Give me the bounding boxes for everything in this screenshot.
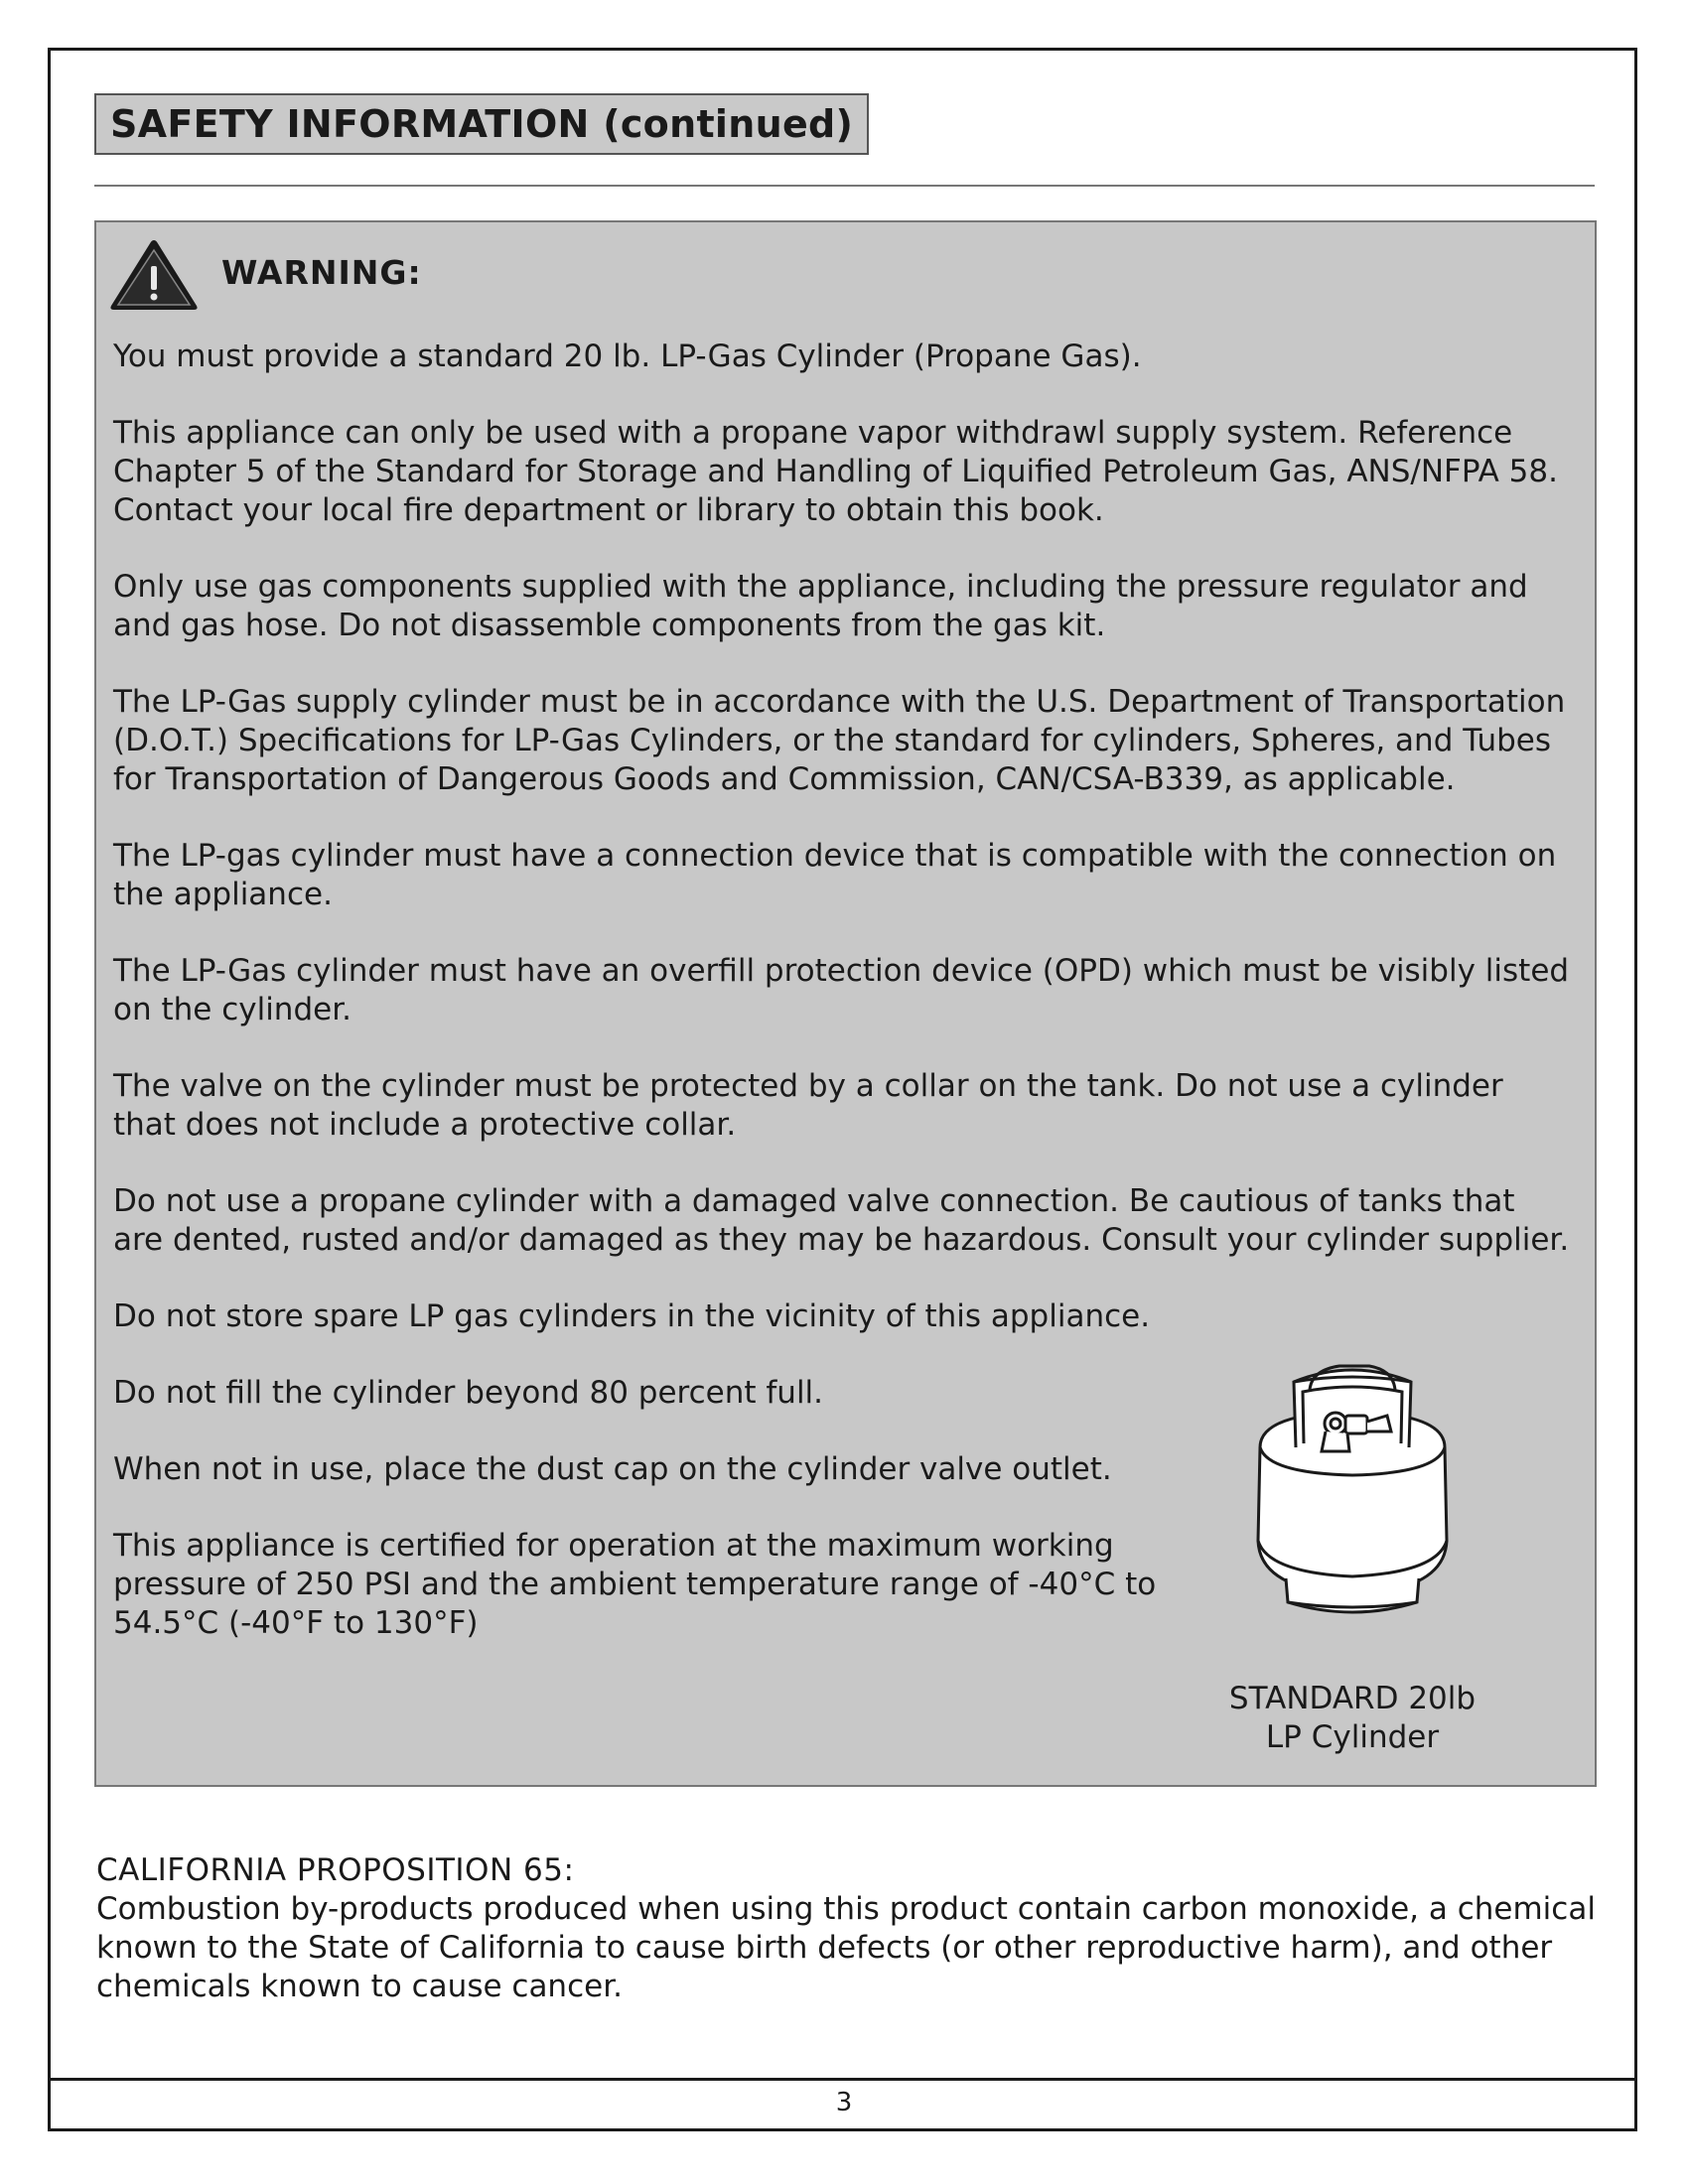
section-title: SAFETY INFORMATION (continued) xyxy=(94,93,869,155)
warning-paragraph: You must provide a standard 20 lb. LP-Gas Cylinder (Propane Gas). xyxy=(113,339,1142,374)
warning-paragraph: Do not fill the cylinder beyond 80 percent full. xyxy=(113,1375,824,1411)
warning-paragraph: The LP-Gas supply cylinder must be in accordance with the U.S. Department of Transportation (D.O.T.) Specifications for LP-Gas Cylinders, or the standard for cylinders, Spheres, and Tubes for Transportation of Dangerous Goods and Commission, CAN/CSA-B339, as applicable. xyxy=(113,684,1566,797)
footer-divider xyxy=(48,2078,1637,2081)
warning-paragraph: This appliance can only be used with a propane vapor withdrawl supply system. Reference Chapter 5 of the Standard for Storage and Handling of Liquified Petroleum Gas, ANS/NFPA 58. Contact your local fire department or library to obtain this book. xyxy=(113,415,1558,528)
warning-paragraph: The LP-gas cylinder must have a connection device that is compatible with the connection on the appliance. xyxy=(113,838,1557,912)
title-divider xyxy=(94,185,1595,187)
warning-paragraph: Do not use a propane cylinder with a damaged valve connection. Be cautious of tanks that are dented, rusted and/or damaged as they may be hazardous. Consult your cylinder supplier. xyxy=(113,1183,1570,1258)
page-number: 3 xyxy=(835,2088,853,2117)
warning-paragraph: Do not store spare LP gas cylinders in the vicinity of this appliance. xyxy=(113,1298,1151,1334)
warning-label: WARNING: xyxy=(221,253,422,292)
cylinder-caption xyxy=(1179,1680,1526,1757)
cylinder-caption-line: STANDARD 20lb xyxy=(1228,1681,1477,1716)
warning-paragraph: When not in use, place the dust cap on the cylinder valve outlet. xyxy=(113,1451,1112,1487)
warning-panel xyxy=(94,220,1597,1787)
california-proposition-section xyxy=(96,1851,1606,2006)
warning-paragraph: The valve on the cylinder must be protected by a collar on the tank. Do not use a cylinder that does not include a protective collar. xyxy=(113,1068,1503,1143)
warning-paragraph: This appliance is certified for operation at the maximum working pressure of 250 PSI and the ambient temperature range of -40°C to 54.5°C (-40°F to 130°F) xyxy=(113,1528,1157,1641)
cylinder-caption-line: LP Cylinder xyxy=(1265,1719,1440,1755)
california-heading: CALIFORNIA PROPOSITION 65: xyxy=(96,1852,575,1888)
warning-paragraph: Only use gas components supplied with the appliance, including the pressure regulator and and gas hose. Do not disassemble components from the gas kit. xyxy=(113,569,1528,643)
warning-triangle-icon xyxy=(108,238,200,312)
propane-cylinder-icon xyxy=(1208,1352,1496,1630)
warning-paragraph: The LP-Gas cylinder must have an overfill protection device (OPD) which must be visibly listed on the cylinder. xyxy=(113,953,1570,1027)
california-text: Combustion by-products produced when using this product contain carbon monoxide, a chemical known to the State of California to cause birth defects (or other reproductive harm), and other chemicals known to cause cancer. xyxy=(96,1891,1596,2004)
